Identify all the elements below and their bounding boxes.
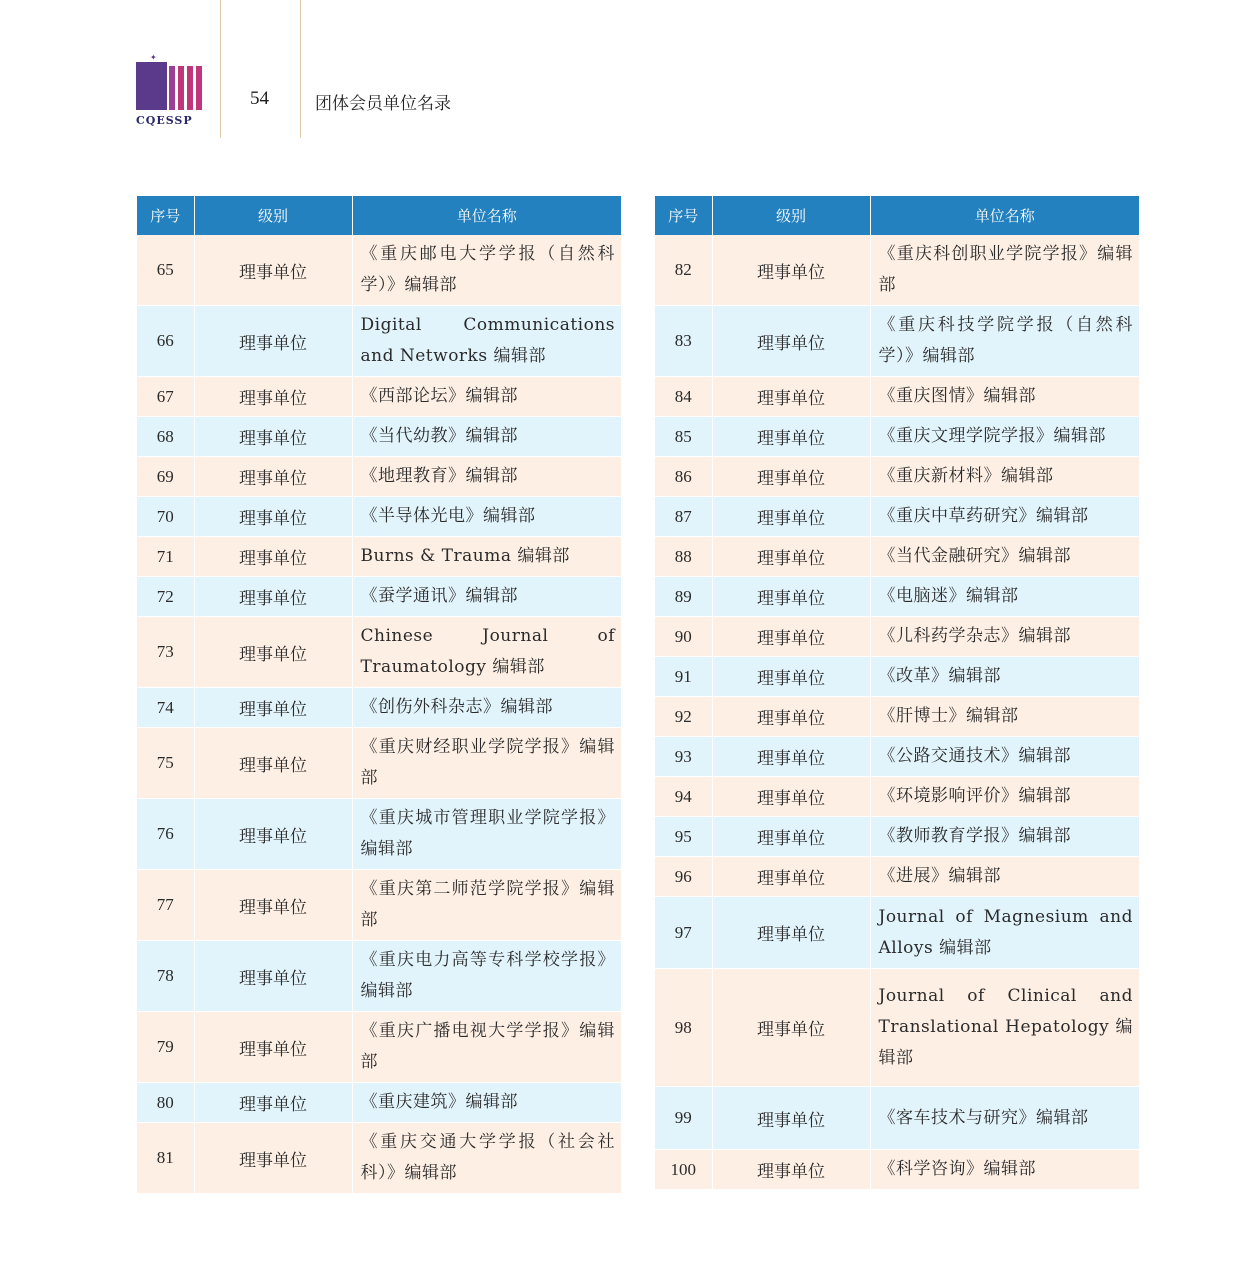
row-level: 理事单位 xyxy=(712,969,870,1087)
table-row xyxy=(137,377,621,417)
row-unit-name: 《重庆科创职业学院学报》编辑部 xyxy=(870,235,1139,306)
cqessp-logo xyxy=(136,52,206,128)
table-row xyxy=(655,497,1139,537)
table-row xyxy=(137,306,621,377)
col-header-name: 单位名称 xyxy=(352,196,621,235)
row-number: 89 xyxy=(655,577,712,617)
table-row xyxy=(137,941,621,1012)
row-number: 87 xyxy=(655,497,712,537)
table-row xyxy=(137,497,621,537)
table-row xyxy=(137,577,621,617)
row-level: 理事单位 xyxy=(712,897,870,969)
table-row xyxy=(655,737,1139,777)
table-row xyxy=(137,235,621,306)
table-row xyxy=(137,1012,621,1083)
row-number: 71 xyxy=(137,537,194,577)
table-row xyxy=(137,1123,621,1194)
table-row xyxy=(655,697,1139,737)
table-row xyxy=(137,728,621,799)
row-level: 理事单位 xyxy=(712,417,870,457)
row-unit-name: 《蚕学通讯》编辑部 xyxy=(352,577,621,617)
row-number: 67 xyxy=(137,377,194,417)
row-level: 理事单位 xyxy=(194,617,352,688)
row-level: 理事单位 xyxy=(712,306,870,377)
row-number: 84 xyxy=(655,377,712,417)
row-unit-name: Digital Communications and Networks 编辑部 xyxy=(352,306,621,377)
row-number: 79 xyxy=(137,1012,194,1083)
row-unit-name: 《重庆交通大学学报（社会社科）》编辑部 xyxy=(352,1123,621,1194)
logo-text: CQESSP xyxy=(136,114,193,127)
row-unit-name: 《当代幼教》编辑部 xyxy=(352,417,621,457)
table-row xyxy=(655,417,1139,457)
row-unit-name: 《客车技术与研究》编辑部 xyxy=(870,1087,1139,1150)
row-unit-name: 《改革》编辑部 xyxy=(870,657,1139,697)
col-header-no: 序号 xyxy=(655,196,712,235)
row-number: 92 xyxy=(655,697,712,737)
row-level: 理事单位 xyxy=(712,377,870,417)
row-unit-name: 《半导体光电》编辑部 xyxy=(352,497,621,537)
row-level: 理事单位 xyxy=(712,857,870,897)
svg-text:✦: ✦ xyxy=(150,53,157,62)
header-divider-right xyxy=(300,0,301,138)
logo-graphic xyxy=(136,52,206,128)
row-unit-name: 《科学咨询》编辑部 xyxy=(870,1150,1139,1190)
row-number: 80 xyxy=(137,1083,194,1123)
row-unit-name: 《当代金融研究》编辑部 xyxy=(870,537,1139,577)
row-level: 理事单位 xyxy=(194,799,352,870)
table-row xyxy=(137,799,621,870)
table-header-row xyxy=(137,196,621,235)
page-number: 54 xyxy=(250,88,269,109)
table-row xyxy=(655,1150,1139,1190)
row-number: 93 xyxy=(655,737,712,777)
table-row xyxy=(137,417,621,457)
row-unit-name: 《重庆中草药研究》编辑部 xyxy=(870,497,1139,537)
col-header-level: 级别 xyxy=(712,196,870,235)
row-number: 69 xyxy=(137,457,194,497)
col-header-no: 序号 xyxy=(137,196,194,235)
row-level: 理事单位 xyxy=(194,306,352,377)
row-level: 理事单位 xyxy=(194,235,352,306)
row-level: 理事单位 xyxy=(712,777,870,817)
row-level: 理事单位 xyxy=(194,417,352,457)
row-number: 88 xyxy=(655,537,712,577)
row-number: 91 xyxy=(655,657,712,697)
table-header-row xyxy=(655,196,1139,235)
row-unit-name: 《环境影响评价》编辑部 xyxy=(870,777,1139,817)
row-number: 75 xyxy=(137,728,194,799)
row-unit-name: 《重庆建筑》编辑部 xyxy=(352,1083,621,1123)
row-number: 74 xyxy=(137,688,194,728)
row-level: 理事单位 xyxy=(712,817,870,857)
row-number: 81 xyxy=(137,1123,194,1194)
row-level: 理事单位 xyxy=(194,1123,352,1194)
right-directory-table xyxy=(655,196,1139,1190)
table-row xyxy=(655,457,1139,497)
row-level: 理事单位 xyxy=(194,497,352,537)
row-unit-name: Chinese Journal of Traumatology 编辑部 xyxy=(352,617,621,688)
row-unit-name: 《重庆广播电视大学学报》编辑部 xyxy=(352,1012,621,1083)
row-level: 理事单位 xyxy=(712,1150,870,1190)
row-level: 理事单位 xyxy=(194,1012,352,1083)
table-row xyxy=(655,617,1139,657)
row-unit-name: 《重庆电力高等专科学校学报》编辑部 xyxy=(352,941,621,1012)
row-number: 82 xyxy=(655,235,712,306)
row-unit-name: 《重庆新材料》编辑部 xyxy=(870,457,1139,497)
row-number: 99 xyxy=(655,1087,712,1150)
row-unit-name: 《重庆科技学院学报（自然科学）》编辑部 xyxy=(870,306,1139,377)
row-number: 77 xyxy=(137,870,194,941)
row-number: 100 xyxy=(655,1150,712,1190)
row-number: 66 xyxy=(137,306,194,377)
row-number: 65 xyxy=(137,235,194,306)
row-unit-name: Journal of Clinical and Translational Hepatology 编辑部 xyxy=(870,969,1139,1087)
row-level: 理事单位 xyxy=(712,617,870,657)
table-row xyxy=(655,777,1139,817)
row-number: 73 xyxy=(137,617,194,688)
table-row xyxy=(655,577,1139,617)
table-row xyxy=(137,1083,621,1123)
row-level: 理事单位 xyxy=(712,457,870,497)
row-unit-name: 《重庆邮电大学学报（自然科学）》编辑部 xyxy=(352,235,621,306)
row-unit-name: 《重庆文理学院学报》编辑部 xyxy=(870,417,1139,457)
row-number: 97 xyxy=(655,897,712,969)
row-level: 理事单位 xyxy=(194,377,352,417)
row-level: 理事单位 xyxy=(194,577,352,617)
row-number: 90 xyxy=(655,617,712,657)
row-level: 理事单位 xyxy=(194,941,352,1012)
table-row xyxy=(655,897,1139,969)
table-row xyxy=(137,457,621,497)
row-unit-name: 《肝博士》编辑部 xyxy=(870,697,1139,737)
col-header-level: 级别 xyxy=(194,196,352,235)
row-level: 理事单位 xyxy=(194,537,352,577)
row-number: 83 xyxy=(655,306,712,377)
table-row xyxy=(137,537,621,577)
table-row xyxy=(655,235,1139,306)
table-row xyxy=(137,870,621,941)
row-unit-name: 《地理教育》编辑部 xyxy=(352,457,621,497)
page-title: 团体会员单位名录 xyxy=(315,94,451,114)
header-divider-left xyxy=(220,0,221,138)
table-row xyxy=(655,857,1139,897)
table-row xyxy=(655,377,1139,417)
row-unit-name: Burns & Trauma 编辑部 xyxy=(352,537,621,577)
left-directory-table xyxy=(137,196,621,1194)
table-row xyxy=(655,657,1139,697)
table-row xyxy=(137,617,621,688)
row-unit-name: 《重庆财经职业学院学报》编辑部 xyxy=(352,728,621,799)
row-number: 96 xyxy=(655,857,712,897)
table-row xyxy=(655,306,1139,377)
row-level: 理事单位 xyxy=(712,537,870,577)
row-number: 68 xyxy=(137,417,194,457)
row-number: 98 xyxy=(655,969,712,1087)
row-level: 理事单位 xyxy=(194,728,352,799)
row-level: 理事单位 xyxy=(712,497,870,537)
row-number: 95 xyxy=(655,817,712,857)
row-level: 理事单位 xyxy=(194,870,352,941)
table-row xyxy=(655,817,1139,857)
row-level: 理事单位 xyxy=(712,737,870,777)
row-number: 72 xyxy=(137,577,194,617)
row-number: 70 xyxy=(137,497,194,537)
table-row xyxy=(655,537,1139,577)
row-unit-name: 《重庆城市管理职业学院学报》编辑部 xyxy=(352,799,621,870)
row-number: 78 xyxy=(137,941,194,1012)
table-row xyxy=(137,688,621,728)
row-unit-name: 《重庆图情》编辑部 xyxy=(870,377,1139,417)
table-row xyxy=(655,1087,1139,1150)
row-unit-name: Journal of Magnesium and Alloys 编辑部 xyxy=(870,897,1139,969)
row-unit-name: 《儿科药学杂志》编辑部 xyxy=(870,617,1139,657)
row-unit-name: 《进展》编辑部 xyxy=(870,857,1139,897)
row-level: 理事单位 xyxy=(194,457,352,497)
table-row xyxy=(655,969,1139,1087)
row-number: 86 xyxy=(655,457,712,497)
row-number: 85 xyxy=(655,417,712,457)
row-unit-name: 《电脑迷》编辑部 xyxy=(870,577,1139,617)
row-number: 94 xyxy=(655,777,712,817)
col-header-name: 单位名称 xyxy=(870,196,1139,235)
row-level: 理事单位 xyxy=(712,657,870,697)
row-level: 理事单位 xyxy=(712,235,870,306)
row-unit-name: 《创伤外科杂志》编辑部 xyxy=(352,688,621,728)
row-unit-name: 《公路交通技术》编辑部 xyxy=(870,737,1139,777)
row-number: 76 xyxy=(137,799,194,870)
row-level: 理事单位 xyxy=(194,688,352,728)
row-level: 理事单位 xyxy=(712,1087,870,1150)
row-unit-name: 《西部论坛》编辑部 xyxy=(352,377,621,417)
row-unit-name: 《教师教育学报》编辑部 xyxy=(870,817,1139,857)
row-level: 理事单位 xyxy=(712,577,870,617)
row-level: 理事单位 xyxy=(194,1083,352,1123)
row-unit-name: 《重庆第二师范学院学报》编辑部 xyxy=(352,870,621,941)
row-level: 理事单位 xyxy=(712,697,870,737)
